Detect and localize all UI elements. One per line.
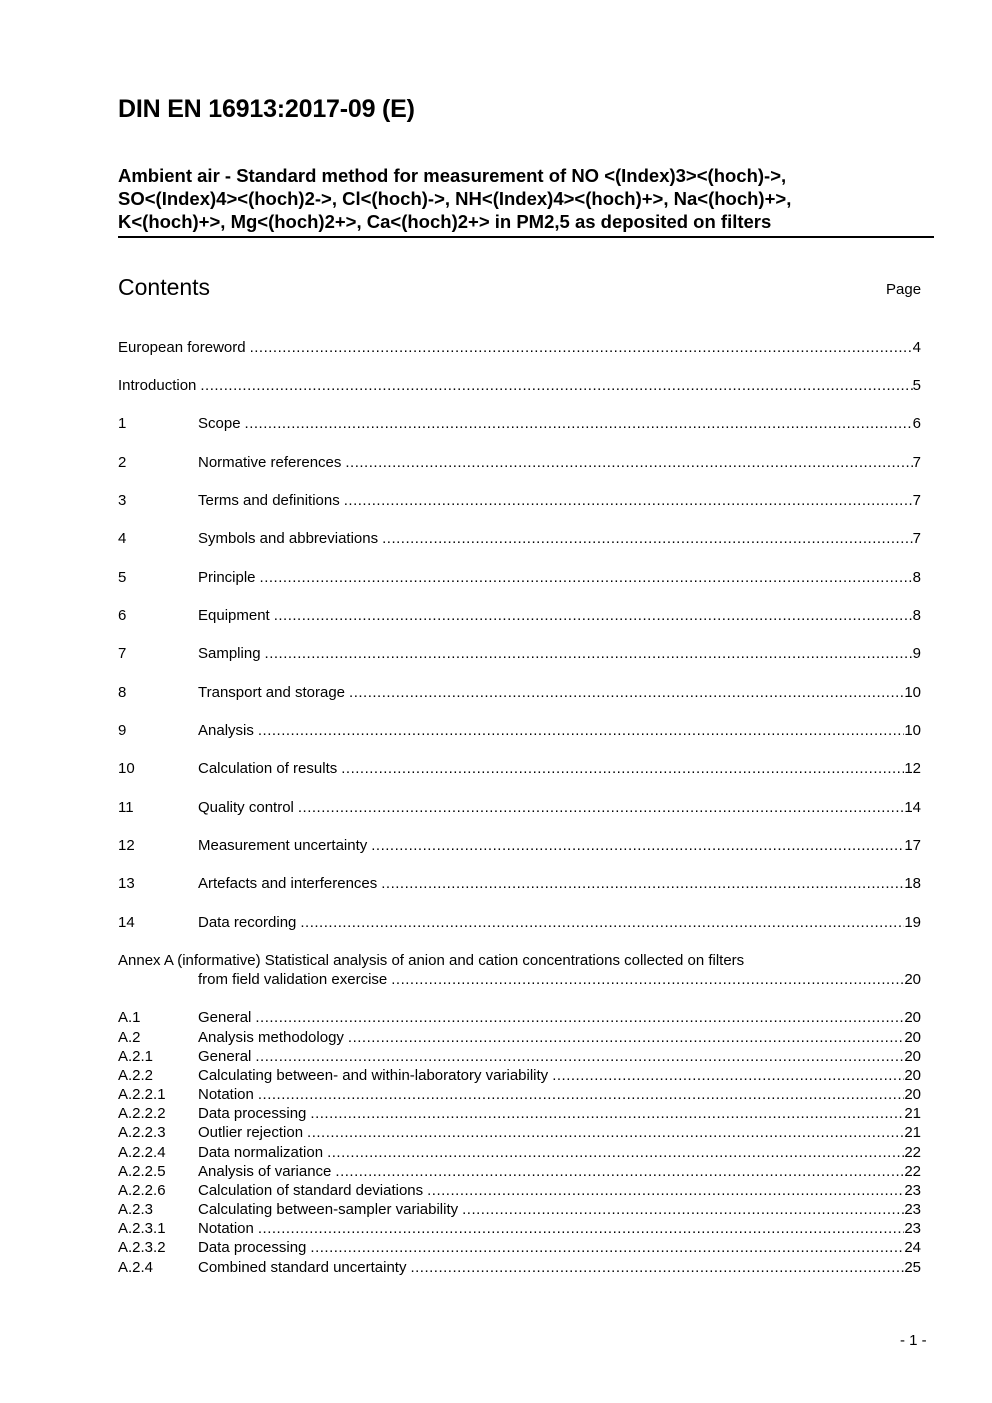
leader-dots	[260, 568, 913, 588]
toc-entry-page: 17	[904, 837, 921, 854]
toc-entry-page: 19	[904, 914, 921, 931]
leader-dots	[250, 338, 913, 358]
annex-toc-entry[interactable]	[118, 1181, 921, 1201]
toc-entry-page: 14	[904, 799, 921, 816]
toc-entry-number: A.2.1	[118, 1048, 154, 1065]
page-number: - 1 -	[900, 1332, 927, 1349]
toc-entry-number: 3	[118, 492, 127, 509]
toc-entry[interactable]	[118, 874, 921, 894]
toc-entry-label: Analysis	[198, 722, 254, 739]
leader-dots	[410, 1258, 904, 1278]
toc-entry-number: A.2.2.6	[118, 1182, 166, 1199]
title-line: SO<(Index)4><(hoch)2->, Cl<(hoch)->, NH<(Index)4><(hoch)+>, Na<(hoch)+>,	[118, 188, 792, 209]
leader-dots	[310, 1238, 904, 1258]
toc-entry-label: Data recording	[198, 914, 297, 931]
document-title	[118, 164, 934, 238]
annex-toc-entry[interactable]	[118, 1258, 921, 1278]
toc-entry[interactable]	[118, 759, 921, 779]
toc-entry-page: 18	[904, 875, 921, 892]
toc-entry-number: A.1	[118, 1009, 141, 1026]
leader-dots	[382, 529, 913, 549]
toc-entry-label: Calculation of results	[198, 760, 338, 777]
toc-entry[interactable]	[118, 913, 921, 933]
toc-entry-number: A.2.2.2	[118, 1105, 166, 1122]
leader-dots	[381, 874, 904, 894]
toc-entry[interactable]	[118, 836, 921, 856]
toc-entry-number: A.2.4	[118, 1259, 154, 1276]
annex-toc-entry[interactable]	[118, 1085, 921, 1105]
toc-entry-label: Outlier rejection	[198, 1124, 304, 1141]
leader-dots	[391, 970, 904, 990]
leader-dots	[307, 1123, 904, 1143]
toc-entry-label: Measurement uncertainty	[198, 837, 368, 854]
toc-entry-label: Notation	[198, 1220, 254, 1237]
toc-entry-label: Scope	[198, 415, 241, 432]
annex-toc-entry[interactable]	[118, 1162, 921, 1182]
toc-entry[interactable]	[118, 644, 921, 664]
toc-entry-number: 2	[118, 454, 127, 471]
toc-entry-number: 11	[118, 799, 134, 816]
leader-dots	[245, 414, 913, 434]
toc-entry-label: Artefacts and interferences	[198, 875, 378, 892]
toc-entry-page: 6	[912, 415, 921, 432]
toc-entry-page: 22	[904, 1163, 921, 1180]
leader-dots	[552, 1066, 904, 1086]
toc-entry-label: Symbols and abbreviations	[198, 530, 379, 547]
toc-entry[interactable]	[118, 721, 921, 741]
toc-entry[interactable]	[118, 568, 921, 588]
toc-entry-number: 1	[118, 415, 127, 432]
toc-entry-label: General	[198, 1009, 252, 1026]
toc-entry-page: 24	[904, 1239, 921, 1256]
toc-entry-label: Combined standard uncertainty	[198, 1259, 407, 1276]
toc-entry-page: 20	[904, 1067, 921, 1084]
toc-entry-number: A.2.2	[118, 1067, 154, 1084]
toc-entry-page: 20	[904, 1086, 921, 1103]
toc-entry-number: A.2.2.4	[118, 1144, 166, 1161]
toc-entry-number: 7	[118, 645, 127, 662]
toc-entry-label: from field validation exercise	[198, 971, 388, 988]
toc-entry-number: 5	[118, 569, 127, 586]
toc-entry-number: A.2.3	[118, 1201, 154, 1218]
toc-entry[interactable]	[118, 529, 921, 549]
contents-heading: Contents	[118, 274, 211, 300]
annex-toc-entry[interactable]	[118, 1047, 921, 1067]
toc-entry-label: Notation	[198, 1086, 254, 1103]
annex-toc-entry[interactable]	[118, 1008, 921, 1028]
leader-dots	[255, 1008, 904, 1028]
title-line: K<(hoch)+>, Mg<(hoch)2+>, Ca<(hoch)2+> in PM2,5 as deposited on filters	[118, 211, 772, 232]
toc-entry-page: 12	[904, 760, 921, 777]
leader-dots	[462, 1200, 904, 1220]
toc-entry-number: 9	[118, 722, 127, 739]
leader-dots	[258, 1085, 904, 1105]
leader-dots	[427, 1181, 904, 1201]
title-line: Ambient air - Standard method for measurement of NO <(Index)3><(hoch)->,	[118, 165, 787, 186]
leader-dots	[258, 721, 904, 741]
toc-entry[interactable]	[118, 491, 921, 511]
toc-entry-page: 25	[904, 1259, 921, 1276]
toc-entry-label: Calculation of standard deviations	[198, 1182, 424, 1199]
toc-entry[interactable]	[118, 414, 921, 434]
toc-entry-page: 20	[904, 1048, 921, 1065]
toc-entry-number: 4	[118, 530, 127, 547]
toc-entry-page: 20	[904, 1029, 921, 1046]
toc-entry-page: 21	[904, 1124, 921, 1141]
toc-entry-page: 8	[912, 607, 921, 624]
annex-heading-continuation[interactable]	[118, 970, 921, 990]
leader-dots	[265, 644, 913, 664]
toc-entry[interactable]	[118, 338, 921, 358]
document-id: DIN EN 16913:2017-09 (E)	[118, 95, 415, 123]
leader-dots	[274, 606, 913, 626]
toc-entry[interactable]	[118, 683, 921, 703]
toc-entry-label: Data processing	[198, 1239, 307, 1256]
toc-entry-label: Data processing	[198, 1105, 307, 1122]
leader-dots	[349, 683, 904, 703]
leader-dots	[348, 1028, 904, 1048]
toc-entry-label: Sampling	[198, 645, 261, 662]
toc-entry-page: 4	[912, 339, 921, 356]
toc-entry-number: 6	[118, 607, 127, 624]
leader-dots	[345, 453, 912, 473]
toc-entry-page: 20	[904, 971, 921, 988]
annex-toc-entry[interactable]	[118, 1104, 921, 1124]
toc-entry-label: Transport and storage	[198, 684, 346, 701]
toc-entry-number: A.2	[118, 1029, 141, 1046]
annex-heading[interactable]: Annex A (informative) Statistical analysis of anion and cation concentrations collected on filters	[118, 952, 745, 969]
toc-entry-page: 9	[912, 645, 921, 662]
toc-entry-page: 8	[912, 569, 921, 586]
toc-entry-page: 10	[904, 722, 921, 739]
toc-entry-page: 7	[912, 454, 921, 471]
page-column-heading: Page	[886, 281, 922, 298]
leader-dots	[200, 376, 912, 396]
leader-dots	[335, 1162, 904, 1182]
leader-dots	[371, 836, 904, 856]
toc-entry[interactable]	[118, 453, 921, 473]
annex-toc-entry[interactable]	[118, 1238, 921, 1258]
toc-entry[interactable]	[118, 606, 921, 626]
toc-entry-label: European foreword	[118, 339, 246, 356]
toc-entry-label: Terms and definitions	[198, 492, 340, 509]
toc-entry-label: Analysis methodology	[198, 1029, 344, 1046]
toc-entry-page: 23	[904, 1182, 921, 1199]
leader-dots	[341, 759, 904, 779]
toc-entry-label: Data normalization	[198, 1144, 324, 1161]
toc-entry-label: General	[198, 1048, 252, 1065]
toc-entry-page: 7	[912, 530, 921, 547]
toc-entry-number: 8	[118, 684, 127, 701]
toc-entry-number: A.2.3.1	[118, 1220, 166, 1237]
leader-dots	[255, 1047, 904, 1067]
toc-entry-page: 23	[904, 1220, 921, 1237]
annex-toc-entry[interactable]	[118, 1123, 921, 1143]
toc-entry-label: Introduction	[118, 377, 197, 394]
toc-entry-number: 14	[118, 914, 135, 931]
toc-entry-label: Principle	[198, 569, 256, 586]
toc-entry-label: Equipment	[198, 607, 270, 624]
toc-entry-page: 10	[904, 684, 921, 701]
toc-entry[interactable]	[118, 376, 921, 396]
leader-dots	[298, 798, 904, 818]
toc-entry-number: A.2.2.3	[118, 1124, 166, 1141]
annex-toc-entry[interactable]	[118, 1028, 921, 1048]
toc-entry-page: 20	[904, 1009, 921, 1026]
leader-dots	[327, 1143, 904, 1163]
toc-entry-label: Calculating between-sampler variability	[198, 1201, 459, 1218]
toc-entry-number: A.2.2.5	[118, 1163, 166, 1180]
toc-entry-number: 13	[118, 875, 135, 892]
toc-entry[interactable]	[118, 798, 921, 818]
annex-toc-entry[interactable]	[118, 1143, 921, 1163]
toc-entry-label: Quality control	[198, 799, 294, 816]
toc-entry-label: Analysis of variance	[198, 1163, 332, 1180]
toc-entry-number: 12	[118, 837, 135, 854]
toc-entry-number: A.2.3.2	[118, 1239, 166, 1256]
leader-dots	[258, 1219, 904, 1239]
toc-entry-number: 10	[118, 760, 135, 777]
toc-entry-page: 21	[904, 1105, 921, 1122]
toc-entry-number: A.2.2.1	[118, 1086, 166, 1103]
toc-entry-page: 23	[904, 1201, 921, 1218]
toc-entry-page: 7	[912, 492, 921, 509]
toc-entry-page: 5	[912, 377, 921, 394]
toc-entry-label: Normative references	[198, 454, 342, 471]
annex-toc-entry[interactable]	[118, 1219, 921, 1239]
leader-dots	[310, 1104, 904, 1124]
toc-entry-label: Calculating between- and within-laboratory variability	[198, 1067, 549, 1084]
toc-entry-page: 22	[904, 1144, 921, 1161]
leader-dots	[300, 913, 904, 933]
leader-dots	[344, 491, 913, 511]
annex-toc-entry[interactable]	[118, 1066, 921, 1086]
annex-toc-entry[interactable]	[118, 1200, 921, 1220]
